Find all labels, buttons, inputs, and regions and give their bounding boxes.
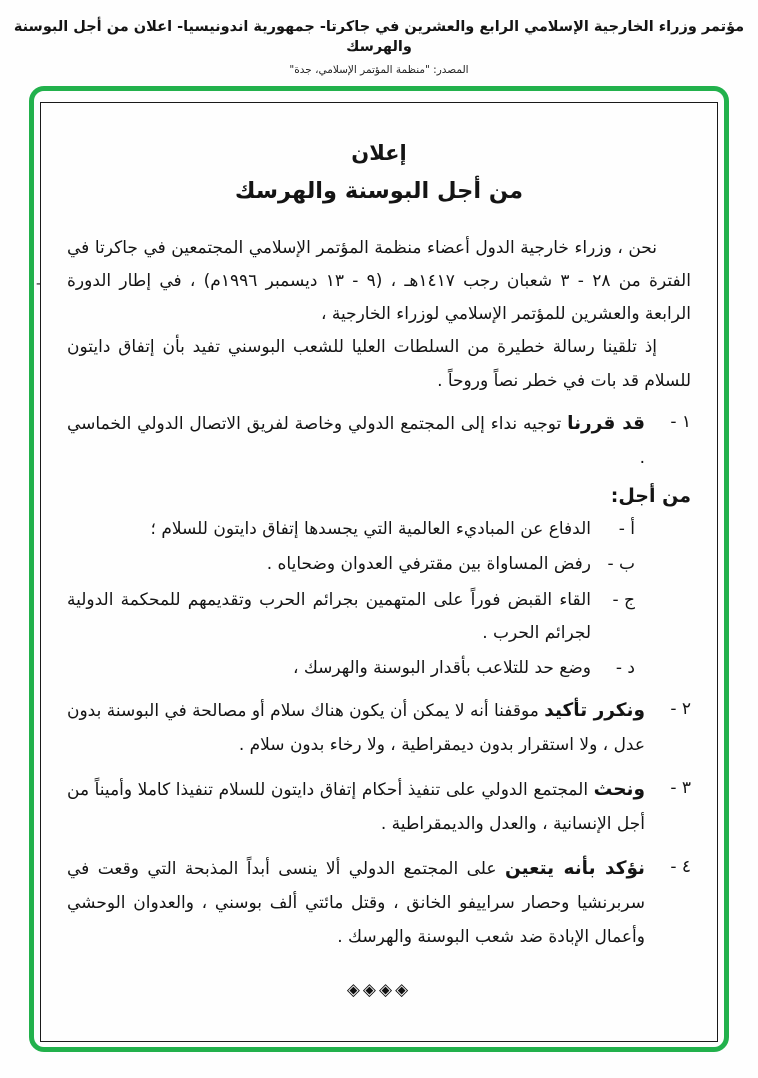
document-title: إعلان — [351, 141, 407, 165]
intro-paragraph-1: نحن ، وزراء خارجية الدول أعضاء منظمة المؤتمر الإسلامي المجتمعين في جاكرتا في الفترة من ٢٨ - ٣ شعبان رجب ١٤١٧هـ ، (٩ - ١٣ ديسمبر ١٩٩٦م) ، في إطار الدورة الرابعة والعشرين للمؤتمر الإسلامي لوزراء الخارجية ، — [67, 238, 691, 325]
item-3-marker: ٣ - — [670, 778, 691, 799]
item-2-marker: ٢ - — [670, 699, 691, 719]
ornament-divider: ◈◈◈◈ — [346, 979, 412, 1000]
item-1-text — [67, 406, 645, 475]
numbered-item-1 — [67, 406, 691, 475]
subheading-for-the-sake-of: من أجل: — [610, 484, 691, 507]
item-3-body: المجتمع الدولي على تنفيذ أحكام إتفاق دايتون للسلام تنفيذا كاملا وأميناً من أجل الإنسانية ، والعدل والديمقراطية . — [67, 780, 645, 835]
lettered-item-d — [67, 652, 635, 685]
subitem-a-marker: أ - — [618, 519, 635, 540]
item-2-body: موقفنا أنه لا يمكن أن يكون هناك سلام أو مصالحة في البوسنة بدون عدل ، ولا استقرار بدون ديمقراطية ، ولا رخاء بدون سلام . — [66, 701, 645, 756]
document-frame-green — [29, 86, 729, 1052]
numbered-item-2 — [67, 693, 691, 762]
document-subtitle: من أجل البوسنة والهرسك — [234, 178, 524, 204]
item-1-marker: ١ - — [670, 411, 691, 432]
item-1-body: توجيه نداء إلى المجتمع الدولي وخاصة لفريق الاتصال الدولي الخماسي . — [67, 413, 645, 468]
subitem-d-marker: د - — [615, 657, 635, 678]
page-header — [0, 0, 758, 76]
item-3-text — [67, 772, 645, 841]
subitem-d-text: وضع حد للتلاعب بأقدار البوسنة والهرسك ، — [292, 657, 591, 678]
margin-dash-mark: - — [36, 276, 42, 292]
lettered-item-b — [67, 548, 635, 581]
numbered-item-4 — [67, 851, 691, 953]
item-4-body: على المجتمع الدولي ألا ينسى أبداً المذبحة التي وقعت في سربرنشيا وحصار سراييفو الخانق ، وقتل مائتي ألف بوسني ، والعدوان الوحشي وأعمال الإبادة ضد شعب البوسنة والهرسك . — [67, 859, 645, 947]
header-source: المصدر: "منظمة المؤتمر الإسلامي، جدة" — [289, 64, 469, 77]
item-4-lead: نؤكد بأنه يتعين — [504, 858, 645, 880]
item-2-text — [67, 693, 645, 762]
intro-paragraph-2: إذ تلقينا رسالة خطيرة من السلطات العليا للشعب البوسني تفيد بأن إتفاق دايتون للسلام قد بات في خطر نصاً وروحاً . — [67, 337, 691, 391]
document-body — [41, 103, 717, 1041]
numbered-item-3 — [67, 772, 691, 841]
item-4-text — [67, 851, 645, 953]
item-4-marker: ٤ - — [670, 857, 691, 878]
item-2-lead: ونكرر تأكيد — [544, 700, 645, 721]
subitem-c-text: القاء القبض فوراً على المتهمين بجرائم الحرب وتقديمهم للمحكمة الدولية لجرائم الحرب . — [67, 589, 591, 643]
subitem-c-marker: ج - — [612, 589, 635, 610]
item-3-lead: ونحث — [593, 779, 646, 801]
header-title: مؤتمر وزراء الخارجية الإسلامي الرابع والعشرين في جاكرتا- جمهورية اندونيسيا- اعلان من أجل البوسنة والهرسك — [13, 19, 745, 55]
lettered-item-a — [67, 513, 635, 546]
subitem-b-text: رفض المساواة بين مقترفي العدوان وضحاياه . — [266, 554, 591, 575]
subitem-a-text: الدفاع عن المباديء العالمية التي يجسدها إتفاق دايتون للسلام ؛ — [150, 519, 591, 540]
item-1-lead: قد قررنا — [567, 412, 646, 434]
subitem-b-marker: ب - — [607, 554, 635, 575]
document-frame-inner — [40, 102, 718, 1042]
lettered-item-c — [67, 584, 635, 650]
